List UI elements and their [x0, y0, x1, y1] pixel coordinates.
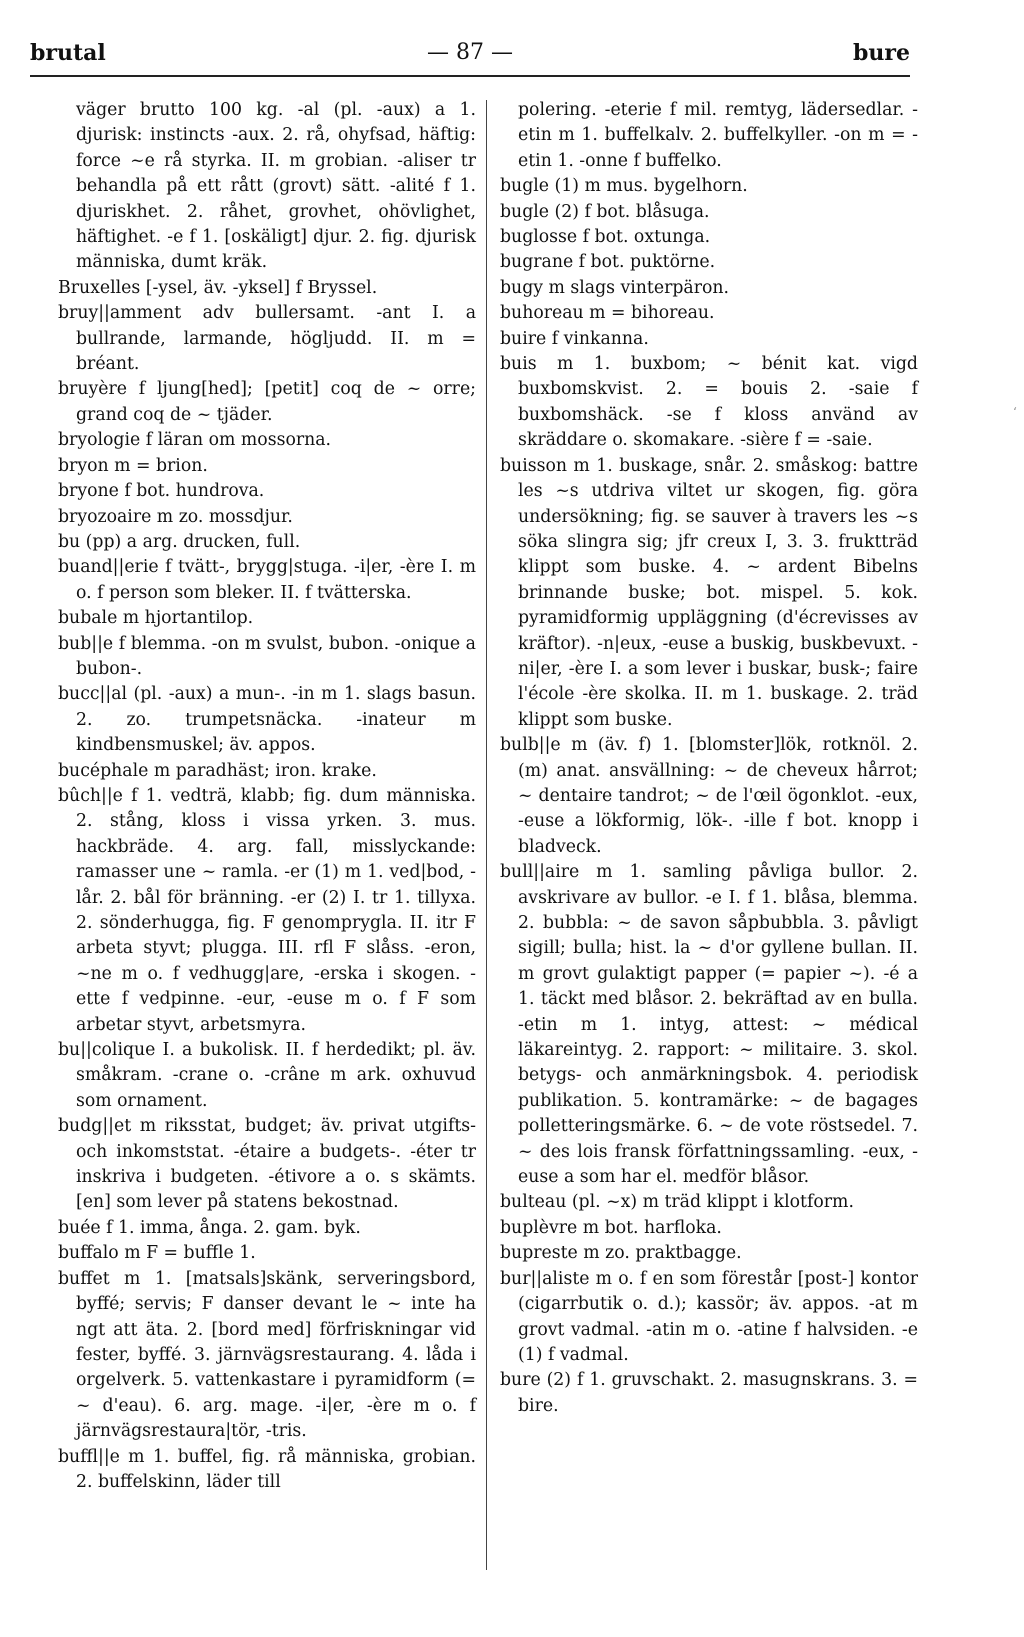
dictionary-entry: bryon m = brion.	[58, 455, 208, 476]
dictionary-entry: buire f vinkanna.	[500, 328, 649, 349]
dictionary-entry: budg||et m riksstat, budget; äv. privat utgifts- och inkomststat. -étaire a budgets-. -éter tr inskriva i budgeten. -étivore a o. s skämts. [en] som lever på statens bekostnad.	[58, 1116, 476, 1213]
dictionary-entry: buée f 1. imma, ånga. 2. gam. byk.	[58, 1217, 361, 1238]
dictionary-entry: bulb||e m (äv. f) 1. [blomster]lök, rotknöl. 2. (m) anat. ansvällning: ~ de cheveux hårrot; ~ dentaire tandrot; ~ de l'œil ögonklot. -eux, -euse a lökformig, lök-. -ille f bot. knopp i bladveck.	[500, 735, 918, 857]
margin-mark: ‘	[1013, 405, 1017, 419]
dictionary-entry: buffet m 1. [matsals]skänk, serveringsbord, byffé; servis; F danser devant le ~ inte ha ngt att äta. 2. [bord med] förfriskningar vid fester, byffé. 3. järnvägsrestaurang. 4. låda i orgelverk. 5. vattenkastare i pyramidform (= ~ d'eau). 6. arg. mage. -i|er, -ère m o. f järnvägsrestaura|tör, -tris.	[58, 1268, 476, 1442]
dictionary-entry: bub||e f blemma. -on m svulst, bubon. -onique a bubon-.	[58, 633, 476, 679]
dictionary-entry: buffl||e m 1. buffel, fig. rå människa, grobian. 2. buffelskinn, läder till	[58, 1446, 476, 1492]
dictionary-entry: bur||aliste m o. f en som förestår [post-] kontor (cigarrbutik o. d.); kassör; äv. appos. -at m grovt vadmal. -atin m o. -atine f halvsiden. -e (1) f vadmal.	[500, 1268, 918, 1365]
header-rule	[30, 75, 910, 77]
header-first-headword: brutal	[30, 40, 106, 66]
dictionary-entry: bulteau (pl. ~x) m träd klippt i klotform.	[500, 1192, 854, 1213]
dictionary-entry: Bruxelles [-ysel, äv. -yksel] f Bryssel.	[58, 277, 378, 298]
left-column	[58, 98, 476, 1495]
dictionary-entry: bugle (1) m mus. bygelhorn.	[500, 176, 748, 197]
page-header	[30, 40, 910, 72]
dictionary-entry: bugle (2) f bot. blåsuga.	[500, 201, 710, 222]
column-divider	[486, 100, 487, 1570]
dictionary-entry: bryone f bot. hundrova.	[58, 481, 265, 502]
dictionary-entry: bryozoaire m zo. mossdjur.	[58, 506, 293, 527]
page-number: — 87 —	[427, 40, 513, 65]
dictionary-entry: buhoreau m = bihoreau.	[500, 303, 715, 324]
dictionary-entry: bupreste m zo. praktbagge.	[500, 1243, 742, 1264]
dictionary-entry: buis m 1. buxbom; ~ bénit kat. vigd buxbomskvist. 2. = bouis 2. -saie f buxbomshäck. -se f kloss använd av skräddare o. skomakare. -sière f = -saie.	[500, 354, 918, 451]
dictionary-entry: buplèvre m bot. harfloka.	[500, 1217, 722, 1238]
dictionary-entry: bruyère f ljung[hed]; [petit] coq de ~ orre; grand coq de ~ tjäder.	[58, 379, 476, 425]
dictionary-entry: buglosse f bot. oxtunga.	[500, 227, 711, 248]
dictionary-entry: bugrane f bot. puktörne.	[500, 252, 716, 273]
dictionary-entry: bu (pp) a arg. drucken, full.	[58, 531, 301, 552]
dictionary-entry: bryologie f läran om mossorna.	[58, 430, 332, 451]
dictionary-entry: bubale m hjortantilop.	[58, 608, 254, 629]
dictionary-entry: bucéphale m paradhäst; iron. krake.	[58, 760, 377, 781]
dictionary-entry: polering. -eterie f mil. remtyg, lädersedlar. -etin m 1. buffelkalv. 2. buffelkyller. -on m = -etin 1. -onne f buffelko.	[518, 100, 918, 171]
dictionary-entry: buisson m 1. buskage, snår. 2. småskog: battre les ~s utdriva viltet ur skogen, fig. göra undersökning; fig. se sauver à travers les ~s söka slingra sig; jfr creux I, 3. 3. fruktträd klippt som buske. 4. ~ ardent Bibelns brinnande buske; bot. mispel. 5. kok. pyramidformig uppläggning (d'écrevisses av kräftor). -n|eux, -euse a buskig, buskbevuxt. -ni|er, -ère I. a som lever i buskar, busk-; faire l'école -ère skolka. II. m 1. buskage. 2. träd klippt som buske.	[500, 455, 918, 730]
dictionary-entry: bugy m slags vinterpäron.	[500, 277, 730, 298]
header-last-headword: bure	[853, 40, 910, 66]
dictionary-entry: buffalo m F = buffle 1.	[58, 1243, 256, 1264]
dictionary-entry: bucc||al (pl. -aux) a mun-. -in m 1. slags basun. 2. zo. trumpetsnäcka. -inateur m kindbensmuskel; äv. appos.	[58, 684, 476, 756]
dictionary-entry: buand||erie f tvätt-, brygg|stuga. -i|er, -ère I. m o. f person som bleker. II. f tvätterska.	[58, 557, 476, 603]
dictionary-entry: bu||colique I. a bukolisk. II. f herdedikt; pl. äv. småkram. -crane o. -crâne m ark. oxhuvud som ornament.	[58, 1040, 476, 1111]
dictionary-entry: bure (2) f 1. gruvschakt. 2. masugnskrans. 3. = bire.	[500, 1370, 918, 1416]
dictionary-entry: väger brutto 100 kg. -al (pl. -aux) a 1. djurisk: instincts -aux. 2. rå, ohyfsad, häftig: force ~e rå styrka. II. m grobian. -aliser tr behandla på ett rått (grovt) sätt. -alité f 1. djuriskhet. 2. råhet, grovhet, ohövlighet, häftighet. -e f 1. [oskäligt] djur. 2. fig. djurisk människa, dumt kräk.	[76, 100, 476, 273]
dictionary-entry: bruy||amment adv bullersamt. -ant I. a bullrande, larmande, högljudd. II. m = bréant.	[58, 303, 476, 375]
dictionary-entry: bûch||e f 1. vedträ, klabb; fig. dum människa. 2. stång, kloss i vissa yrken. 3. mus. hackbräde. 4. arg. fall, misslyckande: ramasser une ~ ramla. -er (1) m 1. ved|bod, -lår. 2. bål för bränning. -er (2) I. tr 1. tillyxa. 2. sönderhugga, fig. F genomprygla. II. itr F arbeta styvt; plugga. III. rfl F slåss. -eron, ~ne m o. f vedhugg|are, -erska i skogen. -ette f vedpinne. -eur, -euse m o. f F som arbetar styvt, arbetsmyra.	[58, 785, 476, 1035]
right-column	[500, 98, 918, 1419]
dictionary-entry: bull||aire m 1. samling påvliga bullor. 2. avskrivare av bullor. -e I. f 1. blåsa, blemma. 2. bubbla: ~ de savon såpbubbla. 3. påvligt sigill; bulla; hist. la ~ d'or gyllene bullan. II. m grovt gulaktigt papper (= papier ~). -é a 1. täckt med blåsor. 2. bekräftad av en bulla. -etin m 1. intyg, attest: ~ médical läkareintyg. 2. rapport: ~ militaire. 3. skol. betygs- och anmärkningsbok. 4. periodisk publikation. 5. kontramärke: ~ de bagages polletteringsmärke. 6. ~ de vote röstsedel. 7. ~ des lois fransk författningssamling. -eux, -euse a som har el. medför blåsor.	[500, 862, 918, 1188]
